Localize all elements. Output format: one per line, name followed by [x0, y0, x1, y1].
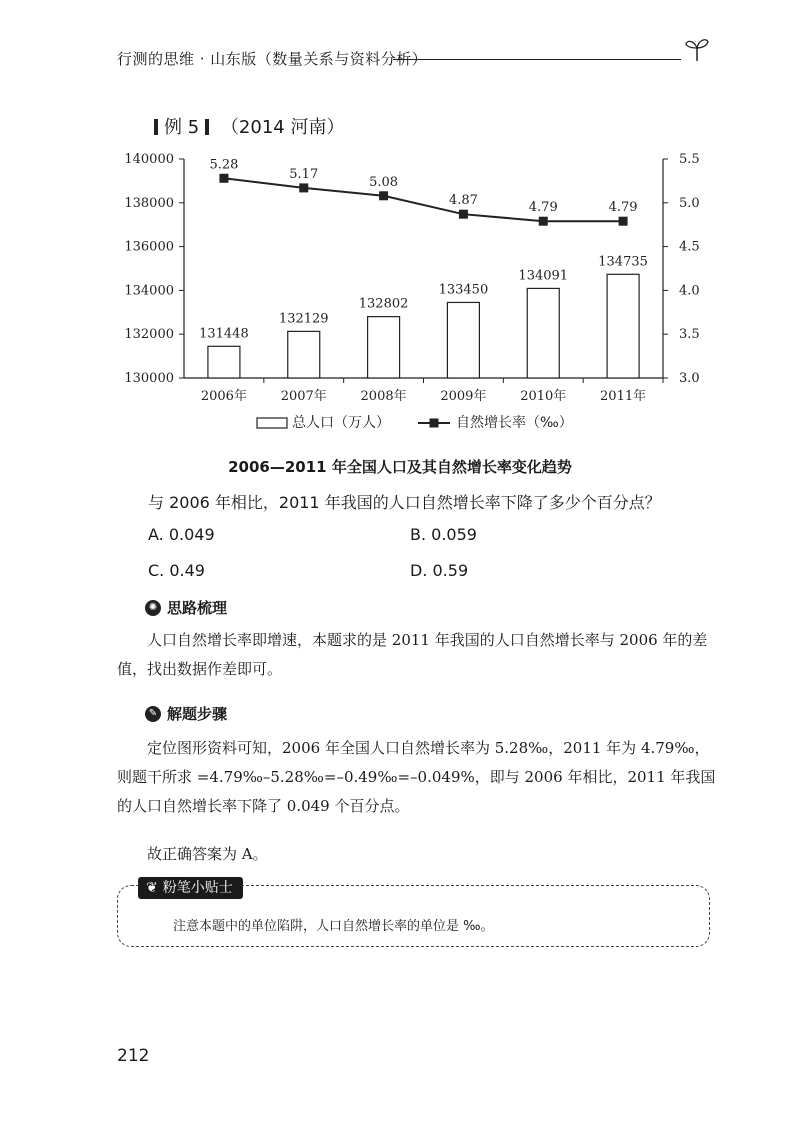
- thinking-text: 人口自然增长率即增速，本题求的是 2011 年我国的人口自然增长率与 2006 年的差值，找出数据作差即可。: [117, 631, 708, 678]
- example-bar-left: [154, 119, 158, 135]
- bar: [607, 274, 639, 378]
- right-tick-label: 5.5: [679, 152, 700, 167]
- x-tick-label: 2011年: [600, 389, 647, 404]
- bar-label: 134735: [598, 254, 648, 270]
- x-tick-label: 2009年: [440, 389, 487, 404]
- option-a: A. 0.049: [148, 525, 215, 544]
- example-label: [148, 113, 344, 139]
- left-tick-label: 140000: [124, 152, 174, 167]
- rate-point: [219, 174, 228, 183]
- sprout-small-icon: ❦: [146, 880, 158, 896]
- tip-label: [138, 877, 243, 899]
- rate-label: 5.08: [369, 174, 399, 190]
- rate-label: 5.28: [209, 157, 239, 173]
- tip-label-text: 粉笔小贴士: [162, 880, 233, 896]
- page-number: 212: [117, 1046, 150, 1066]
- left-tick-label: 130000: [124, 371, 174, 386]
- sprout-icon: [684, 34, 710, 62]
- running-header: 行测的思维 · 山东版（数量关系与资料分析）: [117, 50, 428, 68]
- rate-label: 4.79: [528, 200, 558, 216]
- right-tick-label: 3.0: [679, 371, 700, 386]
- population-chart: [100, 145, 720, 435]
- example-bar-right: [205, 119, 209, 135]
- lightbulb-icon: ✺: [145, 600, 161, 616]
- thinking-heading: [145, 597, 227, 618]
- legend-bar-swatch: [257, 418, 287, 428]
- left-tick-label: 134000: [124, 283, 174, 299]
- left-tick-label: 138000: [124, 195, 174, 211]
- rate-point: [539, 217, 548, 226]
- option-d: D. 0.59: [410, 561, 469, 580]
- solution-answer: 故正确答案为 A。: [147, 845, 268, 863]
- solution-title: 解题步骤: [167, 705, 228, 723]
- rate-line: [224, 178, 623, 221]
- right-tick-label: 5.0: [679, 195, 700, 211]
- bar: [527, 288, 559, 378]
- right-tick-label: 4.0: [679, 283, 700, 299]
- legend-bar-label: 总人口（万人）: [292, 415, 390, 431]
- bar-label: 132129: [278, 311, 329, 327]
- legend-line-marker: [430, 419, 439, 428]
- rate-point: [299, 183, 308, 192]
- bar-label: 131448: [199, 326, 249, 342]
- x-tick-label: 2010年: [520, 389, 567, 404]
- option-c: C. 0.49: [148, 561, 205, 580]
- option-b: B. 0.059: [410, 525, 477, 544]
- rate-label: 4.87: [448, 193, 478, 209]
- bar-label: 132802: [358, 296, 409, 312]
- rate-point: [619, 217, 628, 226]
- bar: [368, 317, 400, 378]
- x-tick-label: 2006年: [200, 389, 247, 404]
- right-tick-label: 4.5: [679, 239, 700, 255]
- solution-text: 定位图形资料可知，2006 年全国人口自然增长率为 5.28‰，2011 年为 4.79‰，则题干所求 =4.79‰–5.28‰=–0.49‰=–0.049%，即与 2006 年相比，2011 年我国的人口自然增长率下降了 0.049 个百分点。: [117, 739, 716, 815]
- header-rule: [393, 59, 681, 60]
- rate-point: [459, 210, 468, 219]
- example-number: 例 5: [164, 117, 200, 138]
- chart-caption: 2006—2011 年全国人口及其自然增长率变化趋势: [228, 458, 572, 476]
- rate-label: 5.17: [289, 166, 319, 182]
- legend-line-label: 自然增长率（‰）: [456, 415, 573, 431]
- bar-label: 133450: [438, 282, 489, 298]
- bar: [288, 331, 320, 378]
- solution-heading: [145, 703, 227, 724]
- rate-point: [379, 191, 388, 200]
- bar-label: 134091: [518, 268, 569, 284]
- left-tick-label: 136000: [124, 239, 174, 255]
- x-tick-label: 2007年: [280, 389, 327, 404]
- x-tick-label: 2008年: [360, 389, 407, 404]
- bar: [447, 302, 479, 378]
- example-source: （2014 河南）: [220, 117, 345, 138]
- right-tick-label: 3.5: [679, 327, 700, 343]
- rate-label: 4.79: [608, 200, 638, 216]
- question-text: 与 2006 年相比，2011 年我国的人口自然增长率下降了多少个百分点？: [148, 493, 661, 512]
- bar: [208, 346, 240, 378]
- tip-text: 注意本题中的单位陷阱，人口自然增长率的单位是 ‰。: [173, 919, 494, 934]
- steps-icon: ✎: [145, 706, 161, 722]
- thinking-title: 思路梳理: [167, 599, 228, 617]
- left-tick-label: 132000: [124, 327, 174, 343]
